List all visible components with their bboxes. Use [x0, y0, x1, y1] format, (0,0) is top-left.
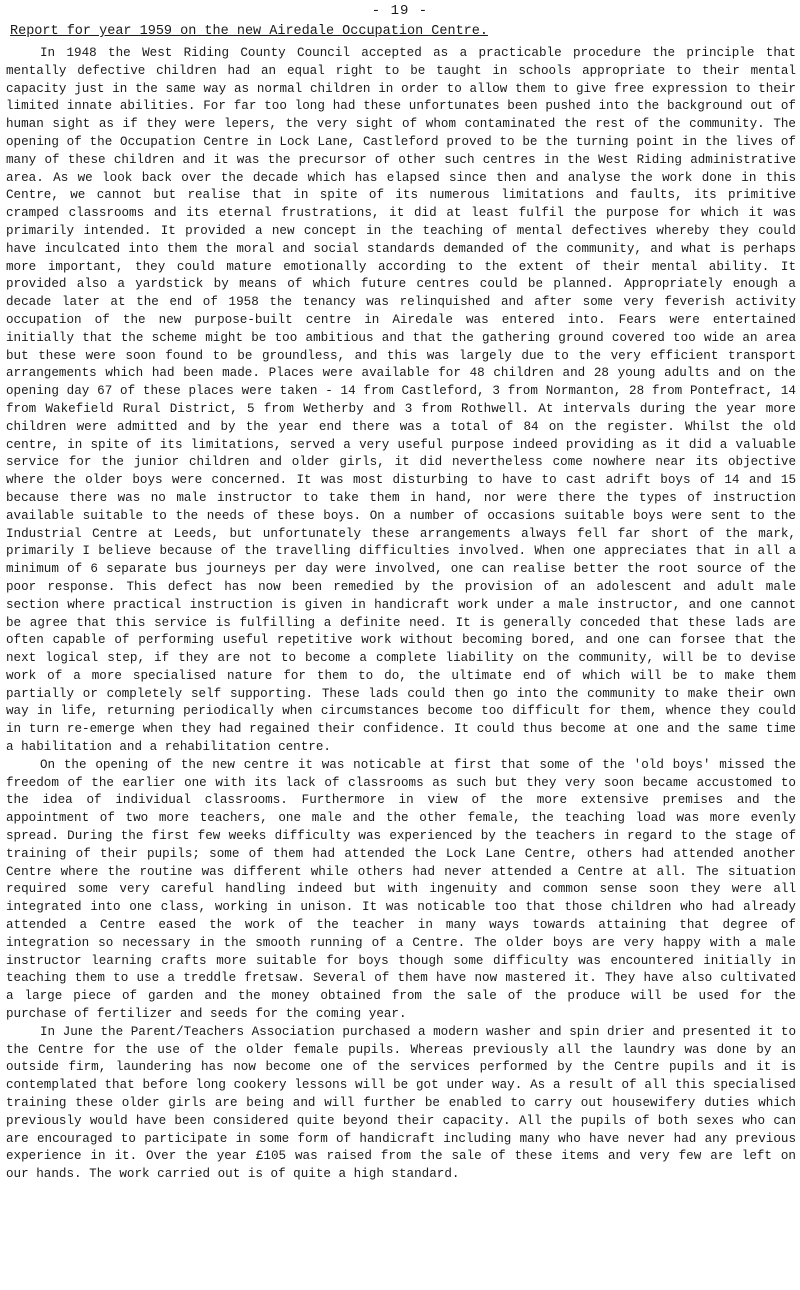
page-number: - 19 -	[371, 3, 429, 19]
report-body	[6, 45, 796, 1184]
report-title: Report for year 1959 on the new Airedale Occupation Centre.	[10, 24, 488, 39]
paragraph-2: On the opening of the new centre it was noticable at first that some of the 'old boys' missed the freedom of the earlier one with its lack of classrooms as such but they very soon became accustomed to the idea of individual classrooms. Furthermore in view of the more extensive premises and the appointment of two more teachers, one male and the other female, the teaching load was more evenly spread. During the first few weeks difficulty was experienced by the teachers in regard to the stage of training of their pupils; some of them had attended the Lock Lane Centre, others had attended another Centre where the routine was different while others had never attended a Centre at all. The situation required some very careful handling indeed but with ingenuity and common sense soon they were all integrated into one class, working in unison. It was noticable too that those children who had already attended a Centre eased the work of the teacher in many ways towards attaining that degree of integration so necessary in the smooth running of a Centre. The older boys are very happy with a male instructor learning crafts more suitable for boys though some difficulty was encountered initially in teaching them to use a treddle fretsaw. Several of them have now mastered it. They have also cultivated a large piece of garden and the money obtained from the sale of the produce will be used for the purchase of fertilizer and seeds for the coming year.	[6, 757, 796, 1022]
paragraph-1: In 1948 the West Riding County Council accepted as a practicable procedure the principle that mentally defective children had an equal right to be taught in schools appropriate to their mental capacity just in the same way as normal children in order to allow them to give free expression to their limited innate abilities. For far too long had these unfortunates been pushed into the background out of human sight as if they were lepers, the very sight of whom contaminated the rest of the community. The opening of the Occupation Centre in Lock Lane, Castleford proved to be the turning point in the lives of many of these children and it was the precursor of other such centres in the West Riding administrative area. As we look back over the decade which has elapsed since then and analyse the work done in this Centre, we cannot but realise that in spite of its numerous limitations and faults, its primitive cramped classrooms and its eternal frustrations, it did at least fulfil the purpose for which it was primarily intended. It provided a new concept in the teaching of mental defectives whereby they could have inculcated into them the moral and social standards demanded of the community, and what is perhaps more important, they could mature emotionally according to the extent of their mental ability. It provided also a yardstick by means of which future centres could be planned. Appropriately enough a decade later at the end of 1958 the tenancy was relinquished and after some very feverish activity occupation of the new purpose-built centre in Airedale was entered into. Fears were entertained initially that the scheme might be too ambitious and that the gathering ground covered too wide an area but these were soon found to be groundless, and this was largely due to the very efficient transport arrangements which had been made. Places were available for 48 children and 28 young adults and on the opening day 67 of these places were taken - 14 from Castleford, 3 from Normanton, 28 from Pontefract, 14 from Wakefield Rural District, 5 from Wetherby and 3 from Rothwell. At intervals during the year more children were admitted and by the year end there was a total of 84 on the register. Whilst the old centre, in spite of its limitations, served a very useful purpose indeed providing as it did a valuable service for the junior children and older girls, it did nevertheless come nowhere near its objective where the older boys were concerned. It was most disturbing to have to cast adrift boys of 14 and 15 because there was no male instructor to take them in hand, nor were there the types of instruction available suitable to the needs of these boys. On a number of occasions suitable boys were sent to the Industrial Centre at Leeds, but unfortunately these arrangements always fell far short of the mark, primarily I believe because of the travelling difficulties involved. When one appreciates that in all a minimum of 6 separate bus journeys per day were involved, one can realise better the root source of the poor response. This defect has now been remedied by the provision of an adolescent and adult male section where practical instruction is given in handicraft work under a male instructor, and one cannot be agree that this service is fulfilling a definite need. It is generally conceded that these lads are often capable of performing useful repetitive work without becoming bored, and one can forsee that the next logical step, if they are not to become a complete liability on the community, will be to devise work of a more specialised nature for them to do, the ultimate end of which will be to make them partially or completely self supporting. These lads could then go into the community to make their own way in life, returning periodically when circumstances become too difficult for them, whence they could in turn re-emerge when they had regained their confidence. It could thus become at one and the same time a habilitation and a rehabilitation centre.	[6, 46, 796, 755]
paragraph-3: In June the Parent/Teachers Association purchased a modern washer and spin drier and presented it to the Centre for the use of the older female pupils. Whereas previously all the laundry was done by an outside firm, laundering has now become one of the services performed by the Centre pupils and it is contemplated that before long cookery lessons will be got under way. As a result of all this specialised training these older girls are being and will further be enabled to carry out housewifery duties which previously would have been considered quite beyond their capacity. All the pupils of both sexes who can are encouraged to participate in some form of handicraft including many who have never had any previous experience in it. Over the year £105 was raised from the sale of these items and very few are left on our hands. The work carried out is of quite a high standard.	[6, 1024, 796, 1182]
